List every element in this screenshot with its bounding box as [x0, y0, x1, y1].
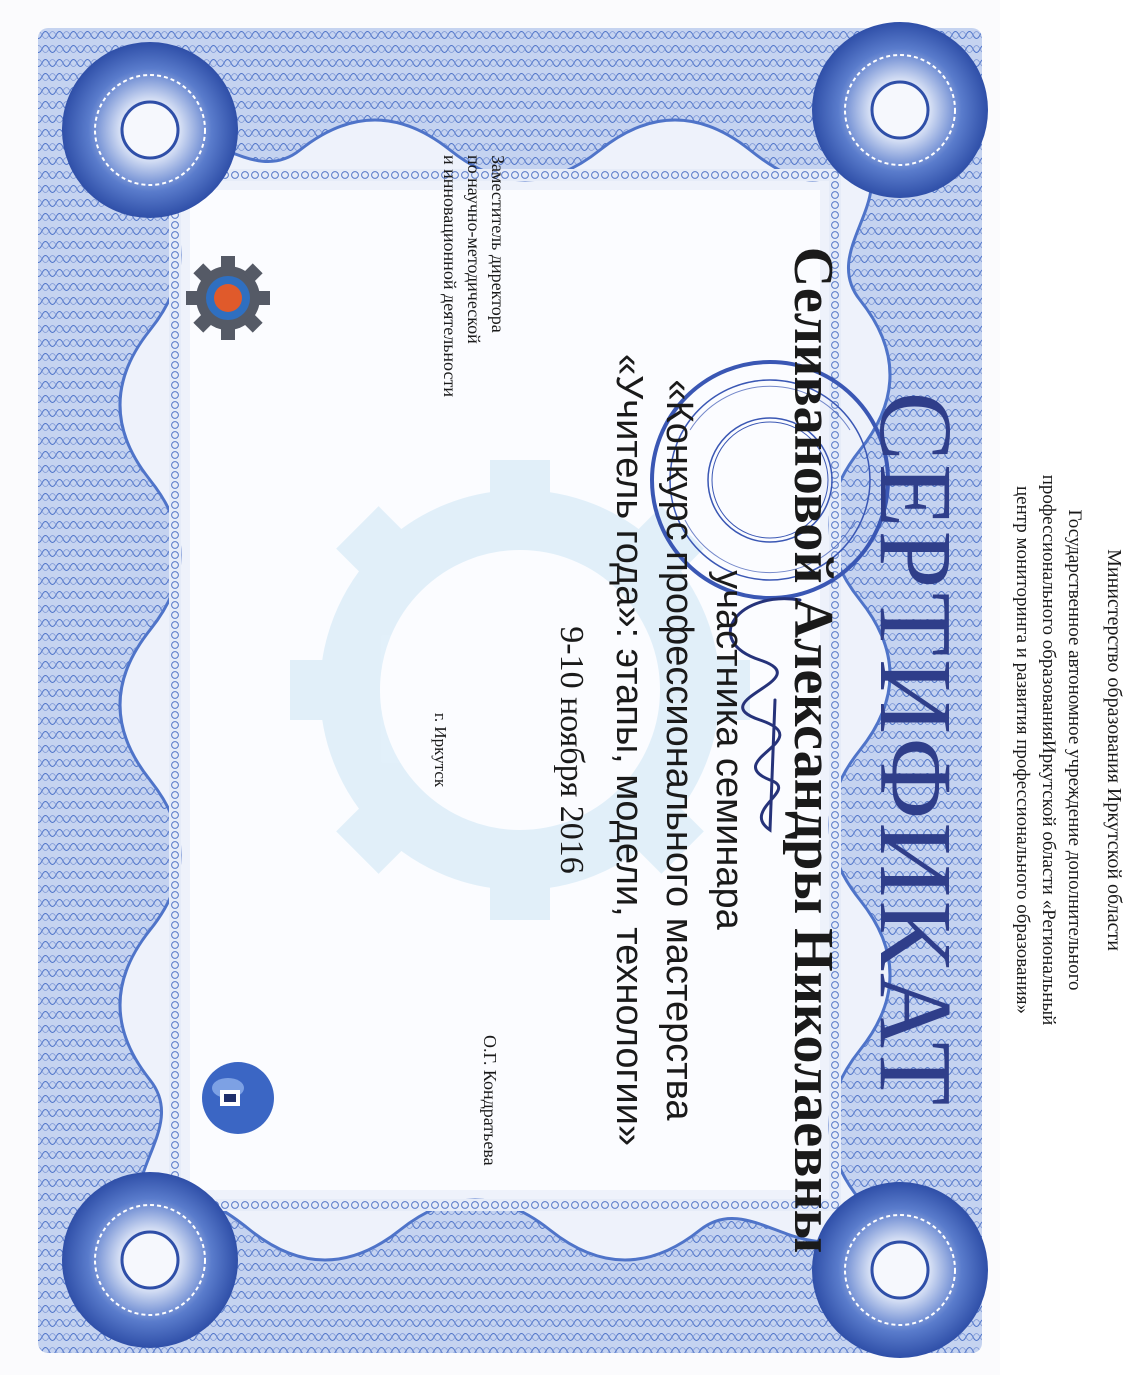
signatory-title-line-3: и инновационной деятельности: [440, 155, 460, 397]
institution-line-2: профессионального образованияИркутской области «Региональный: [1038, 474, 1059, 1026]
certificate-title: СЕРТИФИКАТ: [858, 391, 973, 1109]
signatory-name: О.Г. Кондратьева: [480, 1035, 500, 1166]
signatory-title-line-2: по научно-методической: [464, 155, 484, 344]
event-line-2: «Учитель года»: этапы, модели, технологии»: [608, 354, 650, 1146]
role-text: участника семинара: [708, 570, 750, 930]
gear-logo-icon: [186, 256, 270, 340]
city-name: г. Иркутск: [431, 712, 450, 788]
event-line-1: «Конкурс профессионального мастерства: [658, 379, 700, 1121]
ministry-name: Министерство образования Иркутской области: [1103, 549, 1125, 951]
event-date: 9-10 ноября 2016: [553, 626, 590, 874]
corner-rosette-bottom-left-icon: [62, 1172, 238, 1348]
globe-logo-icon: [202, 1062, 274, 1134]
corner-rosette-top-left-icon: [62, 42, 238, 218]
recipient-name: Селивановой Александры Николаевны: [782, 246, 844, 1254]
signatory-title-line-1: Заместитель директора: [488, 155, 508, 333]
institution-line-1: Государственное автономное учреждение дополнительного: [1064, 509, 1085, 991]
certificate-content: [355, 105, 1145, 1395]
institution-line-3: центр мониторинга и развития профессионального образования»: [1012, 485, 1033, 1015]
